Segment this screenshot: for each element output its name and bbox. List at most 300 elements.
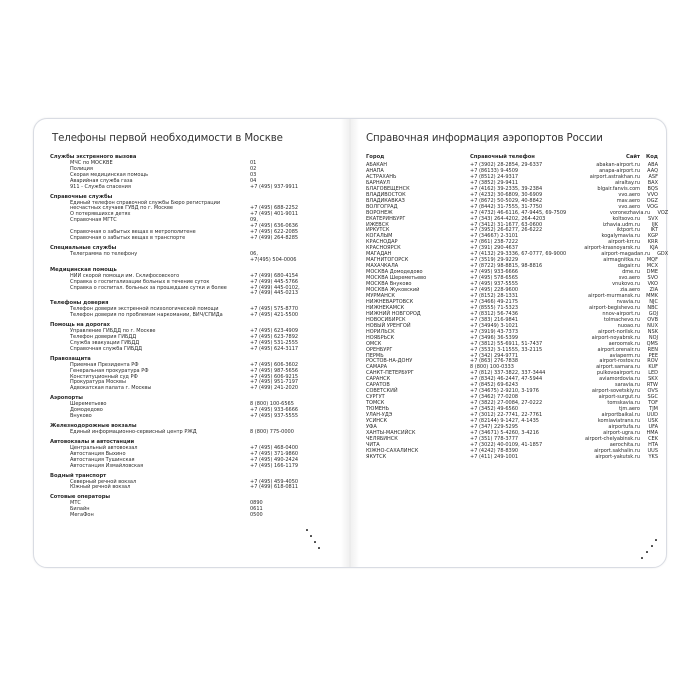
airport-city: ВЛАДИКАВКАЗ (366, 197, 405, 204)
airport-site: nuoaо.ru (617, 322, 640, 329)
service-name: Прокуратура Москвы (70, 379, 126, 386)
airport-site: blgair.fanvis.com (597, 185, 640, 192)
airport-city: НОВЫЙ УРЕНГОЙ (366, 322, 411, 329)
service-name: Приемная Президента РФ (70, 361, 139, 368)
airport-code: ROV (647, 358, 658, 365)
service-name: Справка о госпитализации больных в течение суток (70, 278, 210, 285)
airports-info (364, 133, 669, 461)
airport-phone: 8 (800) 100-0333 (470, 364, 514, 371)
phone-row (50, 291, 336, 297)
airport-code: ABA (647, 162, 658, 168)
airport-site: airport.orenair.ru (597, 346, 640, 353)
service-phone: +7 (495) 459-4050 (250, 478, 299, 485)
service-phone: +7 (495) 624-3117 (250, 345, 299, 352)
airport-city: МАГАДАН (366, 251, 392, 258)
service-name: несчастных случаев ГУВД по г. Москве (70, 205, 173, 212)
service-phone: +7 (499) 445-0213 (250, 290, 299, 297)
airport-site: airport.samara.ru (596, 364, 640, 371)
airport-phone: +7 (34949) 3-1021 (470, 322, 519, 329)
airport-city: КОГАЛЫМ (366, 233, 393, 240)
airport-code: TOF (648, 400, 658, 407)
service-name: Автостанция Выхино (70, 450, 126, 457)
header-code: Код (646, 154, 658, 160)
airport-phone: +7 (863) 276-7838 (470, 358, 519, 365)
airport-phone: +7 (8672) 50-5029, 40-8842 (470, 197, 543, 204)
airport-city: МОСКВА Внуково (366, 281, 412, 288)
service-name: МТС (70, 500, 81, 507)
airport-code: LED (648, 370, 658, 377)
airport-phone: +7 (4232) 30-6809, 30-6909 (470, 191, 543, 198)
airport-phone: +7 (3012) 22-7741, 22-7761 (470, 412, 543, 419)
service-name: Полиция (70, 165, 93, 172)
airport-site: airport-rostov.ru (599, 358, 640, 365)
airport-city: МУРМАНСК (366, 292, 395, 299)
service-name: Справочная МГТС (70, 217, 117, 224)
airport-site: abakan-airport.ru (596, 162, 640, 168)
left-sections (50, 154, 336, 519)
airport-code: VOZ (657, 209, 669, 216)
service-name: Аварийная служба газа (70, 177, 133, 184)
airport-phone: +7 (3496) 36-5399 (470, 334, 519, 341)
phone-row (50, 513, 336, 519)
airport-code: OVB (647, 316, 658, 323)
airport-phone: +7 (343) 264-4202, 264-4203 (470, 215, 546, 222)
airport-phone: +7 (8312) 56-7436 (470, 310, 519, 317)
airport-code: REN (647, 346, 658, 353)
service-phone: 03 (250, 171, 257, 178)
airport-site: airmagnitka.ru (603, 257, 640, 264)
service-phone: +7 (495) 606-3602 (250, 361, 299, 368)
airport-site: airport-yakutsk.ru (595, 453, 640, 460)
airport-city: САМАРА (366, 364, 388, 371)
airport-code: KUF (648, 364, 658, 371)
airport-site: komiaviatrans.ru (597, 417, 640, 424)
airport-phone: +7 (3902) 28-2854, 29-6337 (470, 162, 543, 168)
airport-site: koltsovo.ru (612, 215, 640, 222)
airport-city: МОСКВА Шереметьево (366, 275, 427, 282)
airport-site: tjm.aero (619, 406, 640, 413)
airport-phone: +7 (34671) 5-4260, 3-4216 (470, 429, 539, 436)
service-name: Генеральная прокуратура РФ (70, 367, 149, 374)
airport-site: airport-murmansk.ru (588, 292, 640, 299)
section-title: Справочные службы (50, 193, 113, 200)
airport-code: GOJ (648, 310, 658, 317)
service-name: Справочная о забытых вещах в метрополитене (70, 229, 196, 236)
airport-city: САНКТ-ПЕТЕРБУРГ (366, 370, 414, 377)
section-title: Службы экстренного вызова (50, 154, 137, 160)
airport-phone: +7 (4242) 78-8390 (470, 447, 519, 454)
service-name: Внуково (70, 413, 92, 420)
airport-code: HTA (648, 441, 658, 448)
airport-phone: +7 (3532) 3-11555, 33-2115 (470, 346, 543, 353)
airport-city: ЧЕЛЯБИНСК (366, 435, 398, 442)
airport-site: airport-krasnoyarsk.ru (584, 245, 640, 252)
airport-code: NBC (647, 304, 658, 311)
airport-code: YKS (648, 453, 658, 460)
service-phone: 0500 (250, 512, 263, 519)
service-name: О потерявшихся детях (70, 211, 131, 218)
airport-site: aeroomsk.ru (608, 340, 640, 347)
airport-site: airport-noyabrsk.ru (591, 334, 640, 341)
airport-city: ЮЖНО-САХАЛИНСК (366, 447, 419, 454)
airport-city: БАРНАУЛ (366, 179, 390, 186)
airport-city: ЕКАТЕРИНБУРГ (366, 215, 406, 222)
airport-code: CEK (648, 435, 658, 442)
service-name: Управление ГИБДД по г. Москве (70, 328, 156, 335)
airport-city: ВОЛГОГРАД (366, 203, 398, 210)
header-site: Сайт (626, 154, 640, 160)
airport-phone: +7 (411) 249-1001 (470, 453, 519, 460)
service-name: Телефон доверия по проблемам наркомании, ВИЧ/СПИДа (70, 312, 223, 319)
airport-phone: +7 (4162) 39-2335, 39-2384 (470, 185, 543, 192)
service-name: МЧС по МОСКВЕ (70, 160, 113, 166)
service-name: Центральный автовокзал (70, 444, 138, 451)
section-title: Специальные службы (50, 244, 117, 251)
service-name: МегаФон (70, 512, 94, 519)
airport-code: PEE (648, 352, 658, 359)
service-phone: 09, (250, 217, 258, 224)
service-phone: +7 (495) 575-8770 (250, 306, 299, 313)
airport-site: airport-magadan.ru (601, 251, 651, 258)
service-name: Телефон доверия ГИБДД (70, 334, 137, 341)
service-name: Конституционный суд РФ (70, 373, 138, 380)
airport-code: KGP (647, 233, 658, 240)
airport-city: АСТРАХАНЬ (366, 173, 397, 180)
airport-site: iktport.ru (616, 227, 640, 234)
airport-site: izhavia.udm.ru (602, 221, 640, 228)
service-phone: +7(495) 504-0006 (250, 256, 297, 263)
airport-phone: +7 (812) 337-3822, 337-3444 (470, 370, 546, 377)
airport-phone: +7 (3952) 26-6277, 26-6222 (470, 227, 543, 234)
service-name: Скорая медицинская помощь (70, 171, 149, 178)
airport-site: mav.aero (616, 197, 640, 204)
airport-city: НОВОСИБИРСК (366, 316, 406, 323)
airport-code: NSK (647, 328, 658, 335)
airport-code: BAX (647, 179, 658, 186)
airport-code: BQS (647, 185, 658, 192)
airport-phone: +7 (86133) 9-4509 (470, 167, 519, 174)
airport-code: GDX (657, 251, 669, 258)
service-phone: 8 (800) 775-0000 (250, 429, 294, 435)
airport-code: NUX (647, 322, 658, 329)
airport-city: ОРЕНБУРГ (366, 346, 393, 353)
airport-code: IJK (651, 221, 658, 228)
airport-phone: +7 (3852) 29-9411 (470, 179, 519, 186)
airport-site: dagair.ru (617, 263, 640, 270)
airport-site: airport-chelyabinsk.ru (584, 435, 640, 442)
airport-code: NOJ (648, 334, 658, 341)
airport-site: vvo.aero (618, 191, 640, 198)
airport-code: VKO (647, 281, 658, 288)
airport-site: airaltay.ru (614, 179, 640, 186)
service-name: Справочная служба ГИБДД (70, 345, 143, 352)
airport-phone: +7 (8722) 98-8815, 98-8816 (470, 263, 543, 270)
airport-phone: +7 (861) 238-7222 (470, 239, 519, 246)
service-phone: +7 (495) 606-9215 (250, 373, 299, 380)
airport-phone: +7 (383) 216-9841 (470, 316, 519, 323)
airport-site: saravia.ru (614, 382, 640, 389)
service-name: Домодедово (70, 407, 103, 414)
airport-code: TJM (649, 406, 658, 413)
airport-city: ХАНТЫ-МАНСИЙСК (366, 429, 416, 436)
service-phone: +7 (495) 531-2555 (250, 339, 299, 346)
airport-site: aviaperm.ru (609, 352, 640, 359)
airport-site: dme.ru (622, 269, 640, 276)
service-phone: +7 (495) 623-7892 (250, 334, 299, 341)
service-name: 911 - Служба спасения (70, 183, 131, 190)
airport-code: OGZ (646, 197, 658, 204)
airport-city: РОСТОВ-НА-ДОНУ (366, 358, 413, 365)
book-spine (341, 119, 359, 567)
service-name: Телеграмма по телефону (70, 250, 138, 257)
airport-code: ASF (648, 173, 658, 180)
airport-city: НИЖНЕКАМСК (366, 304, 405, 311)
service-phone: +7 (495) 937-5555 (250, 413, 299, 420)
airport-site: airport.sakhalin.ru (594, 447, 640, 454)
section-title: Помощь на дорогах (50, 322, 111, 329)
airport-site: airportufa.ru (608, 423, 640, 430)
airport-phone: +7 (3452) 49-6560 (470, 406, 519, 413)
airport-code: MMK (646, 292, 658, 299)
service-phone: +7 (495) 371-9860 (250, 450, 299, 457)
airport-code: SVX (647, 215, 658, 222)
airport-code: QMS (646, 340, 658, 347)
phone-row (50, 430, 336, 436)
airport-code: USK (647, 417, 658, 424)
airport-site: aerochita.ru (609, 441, 640, 448)
airport-city: АНАПА (366, 167, 384, 174)
airport-city: ЯКУТСК (366, 453, 387, 460)
service-name: Единый телефон справочной службы Бюро регистрации (70, 199, 221, 206)
service-phone: +7 (499) 445-5766 (250, 278, 299, 285)
service-phone: +7 (495) 636-0636 (250, 223, 299, 230)
airport-city: НИЖНИЙ НОВГОРОД (366, 310, 421, 317)
airport-site: nnov-airport.ru (602, 310, 640, 317)
service-name: НИИ скорой помощи им. Склифосовского (70, 272, 180, 279)
airport-site: aviamordovia.ru (599, 376, 640, 383)
service-name: Справка о госпитал. больных за прошедшие сутки и более (70, 284, 227, 291)
airport-site: airport-ugra.ru (603, 429, 640, 436)
phone-row (50, 347, 336, 353)
airport-phone: +7 (3519) 29-9229 (470, 257, 519, 264)
section-title: Медицинская помощь (50, 266, 117, 273)
airport-code: KRR (647, 239, 658, 246)
airport-code: DME (646, 269, 658, 276)
airport-code: SKX (648, 376, 658, 383)
service-name: Шереметьево (70, 401, 107, 408)
airport-code: RTW (646, 382, 658, 389)
airport-site: airport-sovetskiy.ru (591, 388, 640, 395)
airport-code: SVO (647, 275, 658, 282)
phone-row (50, 236, 336, 242)
dotted-arc-left (304, 527, 324, 557)
airport-city: КРАСНОДАР (366, 239, 398, 246)
airport-site: airport-begishevo.ru (589, 304, 640, 311)
service-phone: 8 (800) 100-6565 (250, 401, 294, 408)
airport-phone: +7 (391) 290-4637 (470, 245, 519, 252)
section-title: Железнодорожные вокзалы (50, 423, 137, 429)
airport-city: ИРКУТСК (366, 227, 390, 234)
phone-row (50, 185, 336, 191)
service-phone: +7 (499) 680-4154 (250, 272, 299, 279)
airport-city: МАХАЧКАЛА (366, 263, 399, 270)
airport-city: ПЕРМЬ (366, 352, 384, 359)
airport-phone: +7 (3919) 43-7373 (470, 328, 519, 335)
airport-city: УЛАН-УДЭ (366, 412, 393, 419)
airport-phone: +7 (3412) 31-1677, 63-0600 (470, 221, 543, 228)
airport-phone: +7 (8152) 28-1331 (470, 292, 519, 299)
phone-row (50, 464, 336, 470)
airport-phone: +7 (8442) 31-7555, 31-7750 (470, 203, 543, 210)
airport-phone: +7 (8452) 69-6243 (470, 382, 519, 389)
service-phone: +7 (495) 166-1179 (250, 462, 299, 469)
airport-site: vnukovo.ru (612, 281, 640, 288)
airport-code: NJC (649, 298, 658, 305)
service-phone: +7 (499) 264-8285 (250, 234, 299, 241)
airport-city: САРАТОВ (366, 382, 390, 389)
service-name (50, 258, 250, 264)
phone-row (50, 485, 336, 491)
airport-code: AAQ (647, 167, 658, 174)
airport-code: OVS (647, 388, 658, 395)
airport-site: kogalymavia.ru (601, 233, 640, 240)
airport-site: airportbaikal.ru (601, 412, 640, 419)
left-page-title: Телефоны первой необходимости в Москве (52, 133, 283, 144)
airport-city: УФА (366, 423, 377, 430)
airport-code: SGC (647, 394, 658, 401)
service-phone: +7 (499) 241-2020 (250, 385, 299, 392)
dotted-arc-right (639, 537, 659, 567)
airport-city: МОСКВА Жуковский (366, 287, 420, 294)
service-name: Адвокатская палата г. Москвы (70, 385, 152, 392)
service-name: Южный речной вокзал (70, 484, 131, 491)
airport-site: zia.aero (620, 287, 640, 294)
airport-code: KJA (649, 245, 658, 252)
service-name: Телефон доверия экстренной психологической помощи (70, 306, 219, 313)
airport-phone: +7 (8555) 71-5323 (470, 304, 519, 311)
airport-code: VVO (647, 191, 658, 198)
directory-page (33, 118, 667, 568)
airport-phone: +7 (8512) 24-9317 (470, 173, 519, 180)
airport-row (364, 455, 656, 461)
airport-city: АБАКАН (366, 162, 388, 168)
service-name: Единый информационно-сервисный центр РЖД (70, 429, 197, 435)
service-phone: +7 (495) 421-5500 (250, 312, 299, 319)
airport-city: СОВЕТСКИЙ (366, 388, 398, 395)
airport-phone: +7 (3812) 55-6911, 51-7437 (470, 340, 543, 347)
service-phone: +7 (495) 622-2085 (250, 229, 299, 236)
right-page-title: Справочная информация аэропортов России (366, 133, 603, 144)
airport-site: tomskavia.ru (607, 400, 640, 407)
airport-city: КРАСНОЯРСК (366, 245, 401, 252)
service-name: Северный речной вокзал (70, 478, 137, 485)
header-phone: Справочный телефон (470, 154, 535, 160)
airports-table-body (364, 162, 669, 461)
airport-city: УСИНСК (366, 417, 388, 424)
airport-site: voronezhavia.ru (609, 209, 651, 216)
service-phone: +7 (495) 937-9911 (250, 183, 299, 190)
service-phone: +7 (495) 490-2424 (250, 456, 299, 463)
airport-site: airport-krr.ru (608, 239, 640, 246)
section-title: Правозащита (50, 355, 91, 362)
airport-code: IKT (650, 227, 658, 234)
service-phone: +7 (499) 618-0811 (250, 484, 299, 491)
airport-city: МОСКВА Домодедово (366, 269, 423, 276)
airport-city: ЧИТА (366, 441, 380, 448)
airport-site: airport-surgut.ru (598, 394, 640, 401)
phone-row (50, 386, 336, 392)
airport-city: ТЮМЕНЬ (366, 406, 390, 413)
service-phone: +7 (495) 951-7197 (250, 379, 299, 386)
airport-city: НОРИЛЬСК (366, 328, 395, 335)
airport-city: МАГНИТОГОРСК (366, 257, 409, 264)
airport-phone: +7 (495) 228-9600 (470, 287, 519, 294)
service-phone: 0611 (250, 506, 263, 513)
airport-phone: +7 (342) 294-9771 (470, 352, 519, 359)
airport-phone: +7 (82144) 9-1427, 4-1435 (470, 417, 539, 424)
airport-phone: +7 (34667) 2-3101 (470, 233, 519, 240)
airport-city: ВЛАДИВОСТОК (366, 191, 406, 198)
service-name: Автостанция Измайловская (70, 462, 144, 469)
service-name (50, 291, 250, 297)
phone-row (50, 313, 336, 319)
service-phone: +7 (495) 987-5656 (250, 367, 299, 374)
airport-phone: +7 (4732) 46-6116, 47-9445, 69-7509 (470, 209, 567, 216)
airport-city: САРАНСК (366, 376, 391, 383)
service-phone: 04 (250, 177, 257, 184)
service-phone: +7 (495) 623-4909 (250, 328, 299, 335)
service-phone: +7 (495) 401-9011 (250, 211, 299, 218)
service-phone: +7 (495) 688-2252 (250, 205, 299, 212)
service-phone: 01 (250, 160, 257, 166)
airport-phone: +7 (8342) 46-2447, 47-5944 (470, 376, 543, 383)
phone-row (50, 414, 336, 420)
airport-code: UUS (647, 447, 658, 454)
airport-site: nvavia.ru (616, 298, 640, 305)
service-name: Билайн (70, 506, 90, 513)
service-phone: 06, (250, 250, 258, 257)
airport-site: airport-norilsk.ru (598, 328, 640, 335)
service-phone: 02 (250, 165, 257, 172)
airport-site: tolmachevo.ru (603, 316, 640, 323)
section-title: Водный транспорт (50, 472, 107, 479)
airport-city: НОЯБРЬСК (366, 334, 395, 341)
service-phone: +7 (495) 468-0400 (250, 444, 299, 451)
airport-site: airport.astrakhan.ru (589, 173, 640, 180)
airports-table-header (364, 154, 656, 160)
airport-code: UUD (646, 412, 658, 419)
airport-code: MCX (646, 263, 658, 270)
service-phone: 0890 (250, 500, 263, 507)
service-name: Служба эвакуации ГИБДД (70, 339, 140, 346)
airport-city: ОМСК (366, 340, 382, 347)
airport-city: ТОМСК (366, 400, 385, 407)
service-name: Автостанция Тушинская (70, 456, 135, 463)
airport-code: VOG (646, 203, 658, 210)
airport-city: ИЖЕВСК (366, 221, 389, 228)
airport-phone: +7 (4132) 29-3336, 67-0777, 69-9000 (470, 251, 567, 258)
service-phone: +7 (499) 445-0102, (250, 284, 300, 291)
service-name: Справочная о забытых вещах в транспорте (70, 234, 186, 241)
phone-row (50, 258, 336, 264)
airport-site: anapa-airport.ru (599, 167, 640, 174)
airport-site: pulkovoairport.ru (596, 370, 640, 377)
section-title: Аэропорты (50, 395, 83, 402)
airport-phone: +7 (495) 578-6565 (470, 275, 519, 282)
airport-city: БЛАГОВЕЩЕНСК (366, 185, 410, 192)
header-city: Город (366, 154, 385, 160)
airport-phone: +7 (3462) 77-0208 (470, 394, 519, 401)
